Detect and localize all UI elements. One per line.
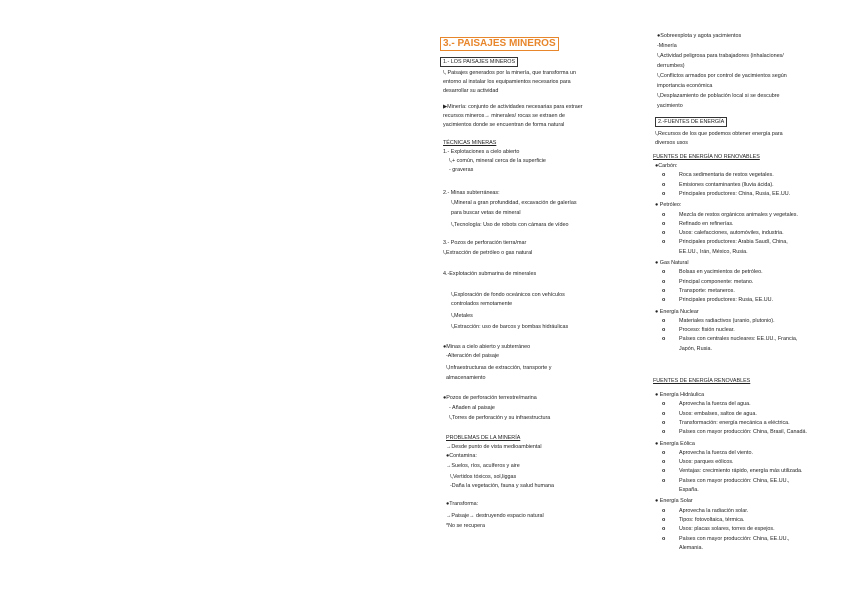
section-heading-fuentes: 2.-FUENTES DE ENERGÍA bbox=[655, 117, 727, 127]
bullet-icon: o bbox=[662, 211, 666, 218]
pozos-line: ●Pozos de perforación terrestre/marina bbox=[443, 395, 537, 401]
minas-line: -Alteración del paisaje bbox=[446, 353, 500, 359]
bullet-icon: o bbox=[662, 535, 666, 542]
tecnicas-line: \,Extracción de petróleo o gas natural bbox=[443, 250, 533, 256]
energy-detail: Ventajas: crecimiento rápido, energía más utilizada. bbox=[679, 468, 803, 475]
bullet-icon: o bbox=[662, 172, 666, 179]
pozos-line: - Añaden al paisaje bbox=[449, 405, 495, 411]
bullet-icon: o bbox=[662, 297, 666, 304]
energy-detail: Aprovecha la fuerza del viento. bbox=[679, 449, 754, 456]
energy-detail: Proceso: fisión nuclear. bbox=[679, 327, 735, 334]
intro-line: \, Paisajes generados por la minería, que transforma un bbox=[443, 70, 577, 76]
bullet-icon: o bbox=[662, 507, 666, 514]
energy-detail: Países con centrales nucleares: EE.UU., Francia, bbox=[679, 336, 798, 343]
bullet-icon: o bbox=[662, 459, 666, 466]
right-top-line: importancia económica bbox=[657, 83, 713, 89]
energy-detail: Usos: parques eólicos. bbox=[679, 459, 734, 466]
tecnicas-line: \,Mineral a gran profundidad, excavación de galerías bbox=[451, 200, 577, 206]
bullet-icon: o bbox=[662, 230, 666, 237]
problemas-line: →Desde punto de vista medioambiental bbox=[446, 444, 542, 450]
bullet-icon: o bbox=[662, 401, 666, 408]
intro-line: desarrollar su actividad bbox=[443, 88, 499, 94]
energy-detail: Transporte: metaneros. bbox=[679, 287, 735, 294]
bullet-icon: o bbox=[662, 419, 666, 426]
energy-detail: Países con mayor producción: China, EE.UU., bbox=[679, 535, 790, 542]
tecnicas-line: \,Extracción: uso de barcos y bombas hidráulicas bbox=[451, 324, 569, 330]
tecnicas-line: - graveras bbox=[449, 167, 474, 173]
bullet-icon: o bbox=[662, 336, 666, 343]
energy-detail: Alemania. bbox=[679, 544, 703, 551]
right-top-line: \,Conflictos armados por control de yacimientos según bbox=[657, 73, 787, 79]
bullet-icon: o bbox=[662, 468, 666, 475]
energy-source-heading: ● Petróleo: bbox=[655, 202, 682, 209]
right-top-line: -Minería bbox=[657, 43, 677, 49]
energy-detail: Principales productores: China, Rusia, EE.UU. bbox=[679, 190, 791, 197]
right-top-line: derrumbes) bbox=[657, 63, 685, 69]
tecnicas-line: \,+ común, mineral cerca de la superficie bbox=[449, 158, 546, 164]
bullet-icon: o bbox=[662, 410, 666, 417]
bullet-icon: o bbox=[662, 190, 666, 197]
energy-detail: Usos: placas solares, torres de espejos. bbox=[679, 526, 775, 533]
energy-detail: Usos: embalses, saltos de agua. bbox=[679, 410, 757, 417]
renovables-heading: FUENTES DE ENERGÍA RENOVABLES bbox=[653, 378, 751, 384]
energy-source-heading: ● Gas Natural bbox=[655, 260, 689, 266]
tecnicas-line: controlados remotamente bbox=[451, 301, 513, 307]
recursos-line: diversos usos bbox=[655, 140, 688, 146]
bullet-icon: o bbox=[662, 449, 666, 456]
problemas-line: →Paisaje→ destruyendo espacio natural bbox=[446, 513, 544, 519]
tecnicas-line: para buscar vetas de mineral bbox=[451, 210, 521, 216]
bullet-icon: o bbox=[662, 317, 666, 324]
problemas-heading: PROBLEMAS DE LA MINERÍA bbox=[446, 435, 521, 441]
energy-source-heading: ● Energía Eólica bbox=[655, 440, 695, 447]
energy-detail: España. bbox=[679, 487, 699, 493]
bullet-icon: o bbox=[662, 429, 666, 436]
tecnicas-line: 2.- Minas subterráneas: bbox=[443, 190, 500, 196]
energy-detail: EE.UU., Irán, México, Rusia. bbox=[679, 248, 748, 255]
minas-line: almacenamiento bbox=[446, 375, 486, 381]
energy-detail: Tipos: fotovoltaica, térmica. bbox=[679, 516, 745, 523]
intro-line: entorno al instalar los equipamientos necesarios para bbox=[443, 79, 571, 85]
tecnicas-line: 1.- Explotaciones a cielo abierto bbox=[443, 149, 520, 155]
no-renovables-heading: FUENTES DE ENERGÍA NO RENOVABLES bbox=[653, 154, 760, 160]
right-top-line: ●Sobreexplota y agota yacimientos bbox=[657, 33, 742, 39]
energy-detail: Transformación: energía mecánica a eléctrica. bbox=[679, 419, 790, 426]
minas-line: \,Infraestructuras de extracción, transporte y bbox=[446, 365, 552, 371]
page-title: 3.- PAISAJES MINEROS bbox=[440, 37, 559, 51]
right-top-line: \,Actividad peligrosa para trabajadores (inhalaciones/ bbox=[657, 53, 784, 59]
bullet-icon: o bbox=[662, 526, 666, 533]
energy-detail: Principales productores: Rusia, EE.UU. bbox=[679, 297, 774, 304]
mineria-definition: yacimientos donde se encuentran de forma natural bbox=[443, 122, 565, 128]
energy-detail: Mezcla de restos orgánicos animales y vegetales. bbox=[679, 211, 798, 218]
minas-line: ●Minas a cielo abierto y subterráneo bbox=[443, 344, 531, 350]
energy-detail: Refinado en refinerías. bbox=[679, 220, 734, 227]
energy-source-heading: ● Energía Hidráulica bbox=[655, 392, 705, 398]
energy-source-heading: ● Energía Nuclear bbox=[655, 308, 699, 315]
energy-detail: Usos: calefacciones, automóviles, industria. bbox=[679, 230, 784, 237]
mineria-definition: recursos mineros→ minerales/ rocas se extraen de bbox=[443, 113, 565, 119]
right-top-line: yacimiento bbox=[657, 103, 683, 109]
tecnicas-line: \,Exploración de fondo oceánicos con vehículos bbox=[451, 292, 565, 298]
problemas-line: \,Vertidos tóxicos, sol,liggas bbox=[450, 474, 517, 480]
bullet-icon: o bbox=[662, 239, 666, 246]
tecnicas-line: 3.- Pozos de perforación tierra/mar bbox=[443, 240, 527, 246]
energy-detail: Aprovecha la radiación solar. bbox=[679, 507, 749, 514]
mineria-definition: ▶Minería: conjunto de actividades necesarias para extraer bbox=[443, 104, 583, 110]
bullet-icon: o bbox=[662, 220, 666, 227]
problemas-line: →Suelos, ríos, acuíferos y aire bbox=[446, 463, 520, 469]
bullet-icon: o bbox=[662, 269, 666, 276]
tecnicas-line: \,Tecnología: Uso de robots con cámara de vídeo bbox=[451, 222, 569, 228]
tecnicas-heading: TÉCNICAS MINERAS bbox=[443, 140, 497, 146]
energy-detail: Principales productores: Arabia Saudí, China, bbox=[679, 239, 788, 246]
bullet-icon: o bbox=[662, 278, 666, 285]
pozos-line: \,Torres de perforación y su infraestructura bbox=[449, 415, 551, 421]
recursos-line: \,Recursos de los que podemos obtener energía para bbox=[655, 131, 783, 137]
bullet-icon: o bbox=[662, 287, 666, 294]
energy-detail: Países con mayor producción: China, EE.UU., bbox=[679, 477, 790, 484]
energy-detail: Japón, Rusia. bbox=[679, 345, 712, 352]
tecnicas-line: 4.-Explotación submarina de minerales bbox=[443, 271, 537, 277]
energy-detail: Emisiones contaminantes (lluvia ácida). bbox=[679, 181, 774, 188]
energy-detail: Países con mayor producción: China, Brasil, Canadá. bbox=[679, 429, 807, 436]
tecnicas-line: \,Metales bbox=[451, 313, 473, 319]
bullet-icon: o bbox=[662, 181, 666, 188]
bullet-icon: o bbox=[662, 516, 666, 523]
bullet-icon: o bbox=[662, 327, 666, 334]
energy-detail: Bolsas en yacimientos de petróleo. bbox=[679, 269, 763, 276]
energy-source-heading: ●Carbón: bbox=[655, 163, 678, 169]
problemas-line: -Daña la vegetación, fauna y salud humana bbox=[450, 483, 554, 489]
energy-source-heading: ● Energía Solar bbox=[655, 498, 693, 505]
energy-detail: Materiales radiactivos (uranio, plutonio). bbox=[679, 317, 775, 324]
energy-detail: Roca sedimentaria de restos vegetales. bbox=[679, 172, 774, 179]
right-top-line: \,Desplazamiento de población local si se descubre bbox=[657, 93, 780, 99]
section-heading-paisajes: 1.- LOS PAISAJES MINEROS bbox=[440, 57, 518, 67]
bullet-icon: o bbox=[662, 477, 666, 484]
problemas-line: ●Transforma: bbox=[446, 501, 479, 507]
energy-detail: Principal componente: metano. bbox=[679, 278, 754, 285]
problemas-line: ●Contamina: bbox=[446, 453, 477, 459]
problemas-line: *No se recupera bbox=[446, 523, 485, 529]
energy-detail: Aprovecha la fuerza del agua. bbox=[679, 401, 751, 408]
